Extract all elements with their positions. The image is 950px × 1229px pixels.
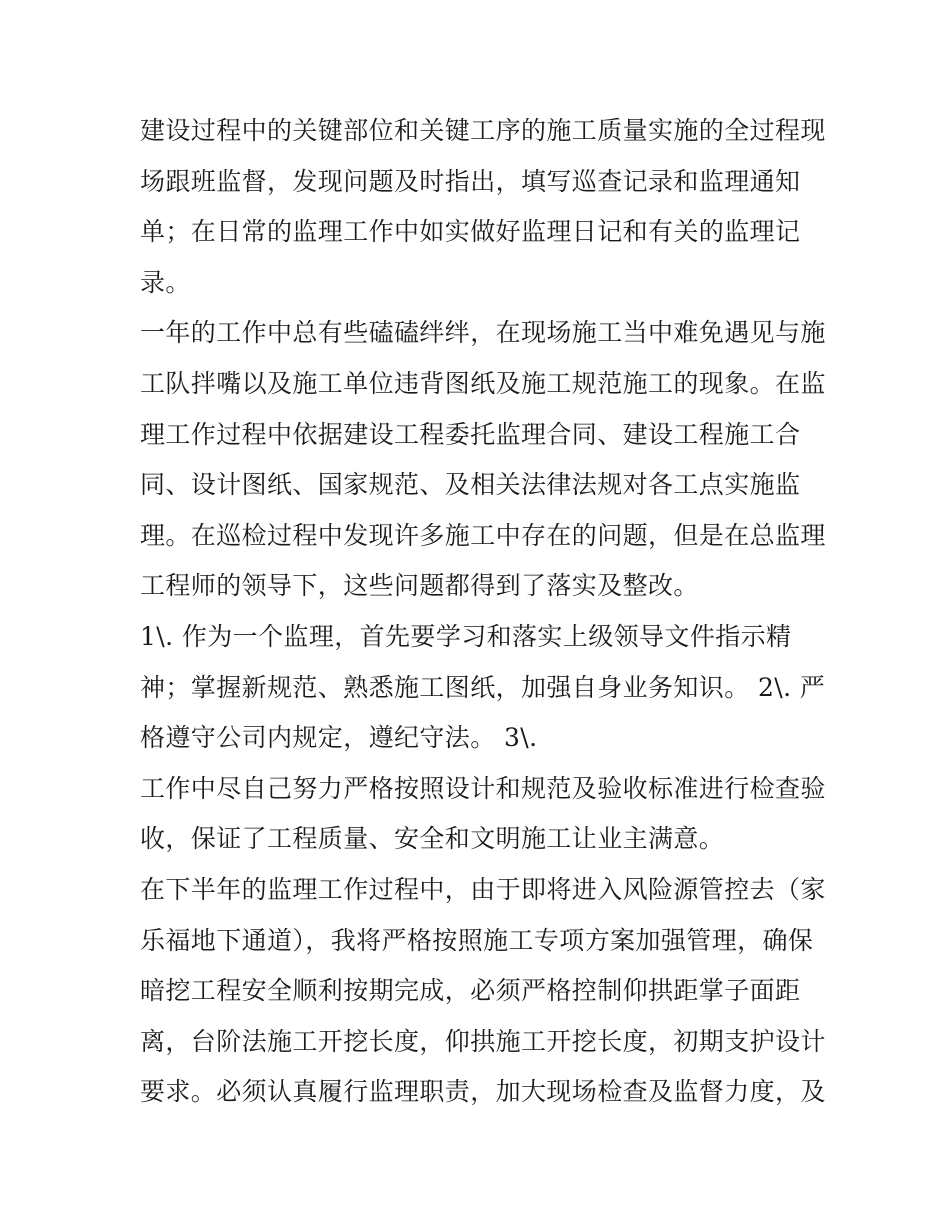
- text-line: 工程师的领导下，这些问题都得到了落实及整改。: [140, 571, 699, 601]
- text-line: 1\. 作为一个监理，首先要学习和落实上级领导文件指示精: [140, 621, 792, 651]
- text-line: 要求。必须认真履行监理职责，加大现场检查及监督力度，及: [140, 1077, 826, 1107]
- text-line: 同、设计图纸、国家规范、及相关法律法规对各工点实施监: [140, 470, 801, 500]
- text-line: 工作中尽自己努力严格按照设计和规范及验收标准进行检查验: [140, 773, 826, 803]
- text-line: 建设过程中的关键部位和关键工序的施工质量实施的全过程现: [140, 116, 826, 145]
- text-line: 在下半年的监理工作过程中，由于即将进入风险源管控去（家: [140, 874, 826, 904]
- text-line: 离，台阶法施工开挖长度，仰拱施工开挖长度，初期支护设计: [140, 1026, 826, 1056]
- text-line: 场跟班监督，发现问题及时指出，填写巡查记录和监理通知: [140, 166, 801, 196]
- text-line: 录。: [140, 267, 191, 297]
- text-line: 一年的工作中总有些磕磕绊绊，在现场施工当中难免遇见与施: [140, 318, 826, 348]
- text-line: 乐福地下通道），我将严格按照施工专项方案加强管理，确保: [140, 925, 814, 955]
- text-line: 神；掌握新规范、熟悉施工图纸，加强自身业务知识。 2\. 严: [140, 672, 826, 702]
- text-line: 格遵守公司内规定，遵纪守法。 3\.: [140, 723, 538, 753]
- text-line: 单；在日常的监理工作中如实做好监理日记和有关的监理记: [140, 217, 801, 247]
- text-line: 工队拌嘴以及施工单位违背图纸及施工规范施工的现象。在监: [140, 368, 826, 398]
- text-line: 暗挖工程安全顺利按期完成，必须严格控制仰拱距掌子面距: [140, 976, 801, 1006]
- body-text: [140, 106, 826, 1118]
- text-line: 收，保证了工程质量、安全和文明施工让业主满意。: [140, 824, 725, 854]
- text-line: 理。在巡检过程中发现许多施工中存在的问题，但是在总监理: [140, 520, 826, 550]
- text-line: 理工作过程中依据建设工程委托监理合同、建设工程施工合: [140, 419, 801, 449]
